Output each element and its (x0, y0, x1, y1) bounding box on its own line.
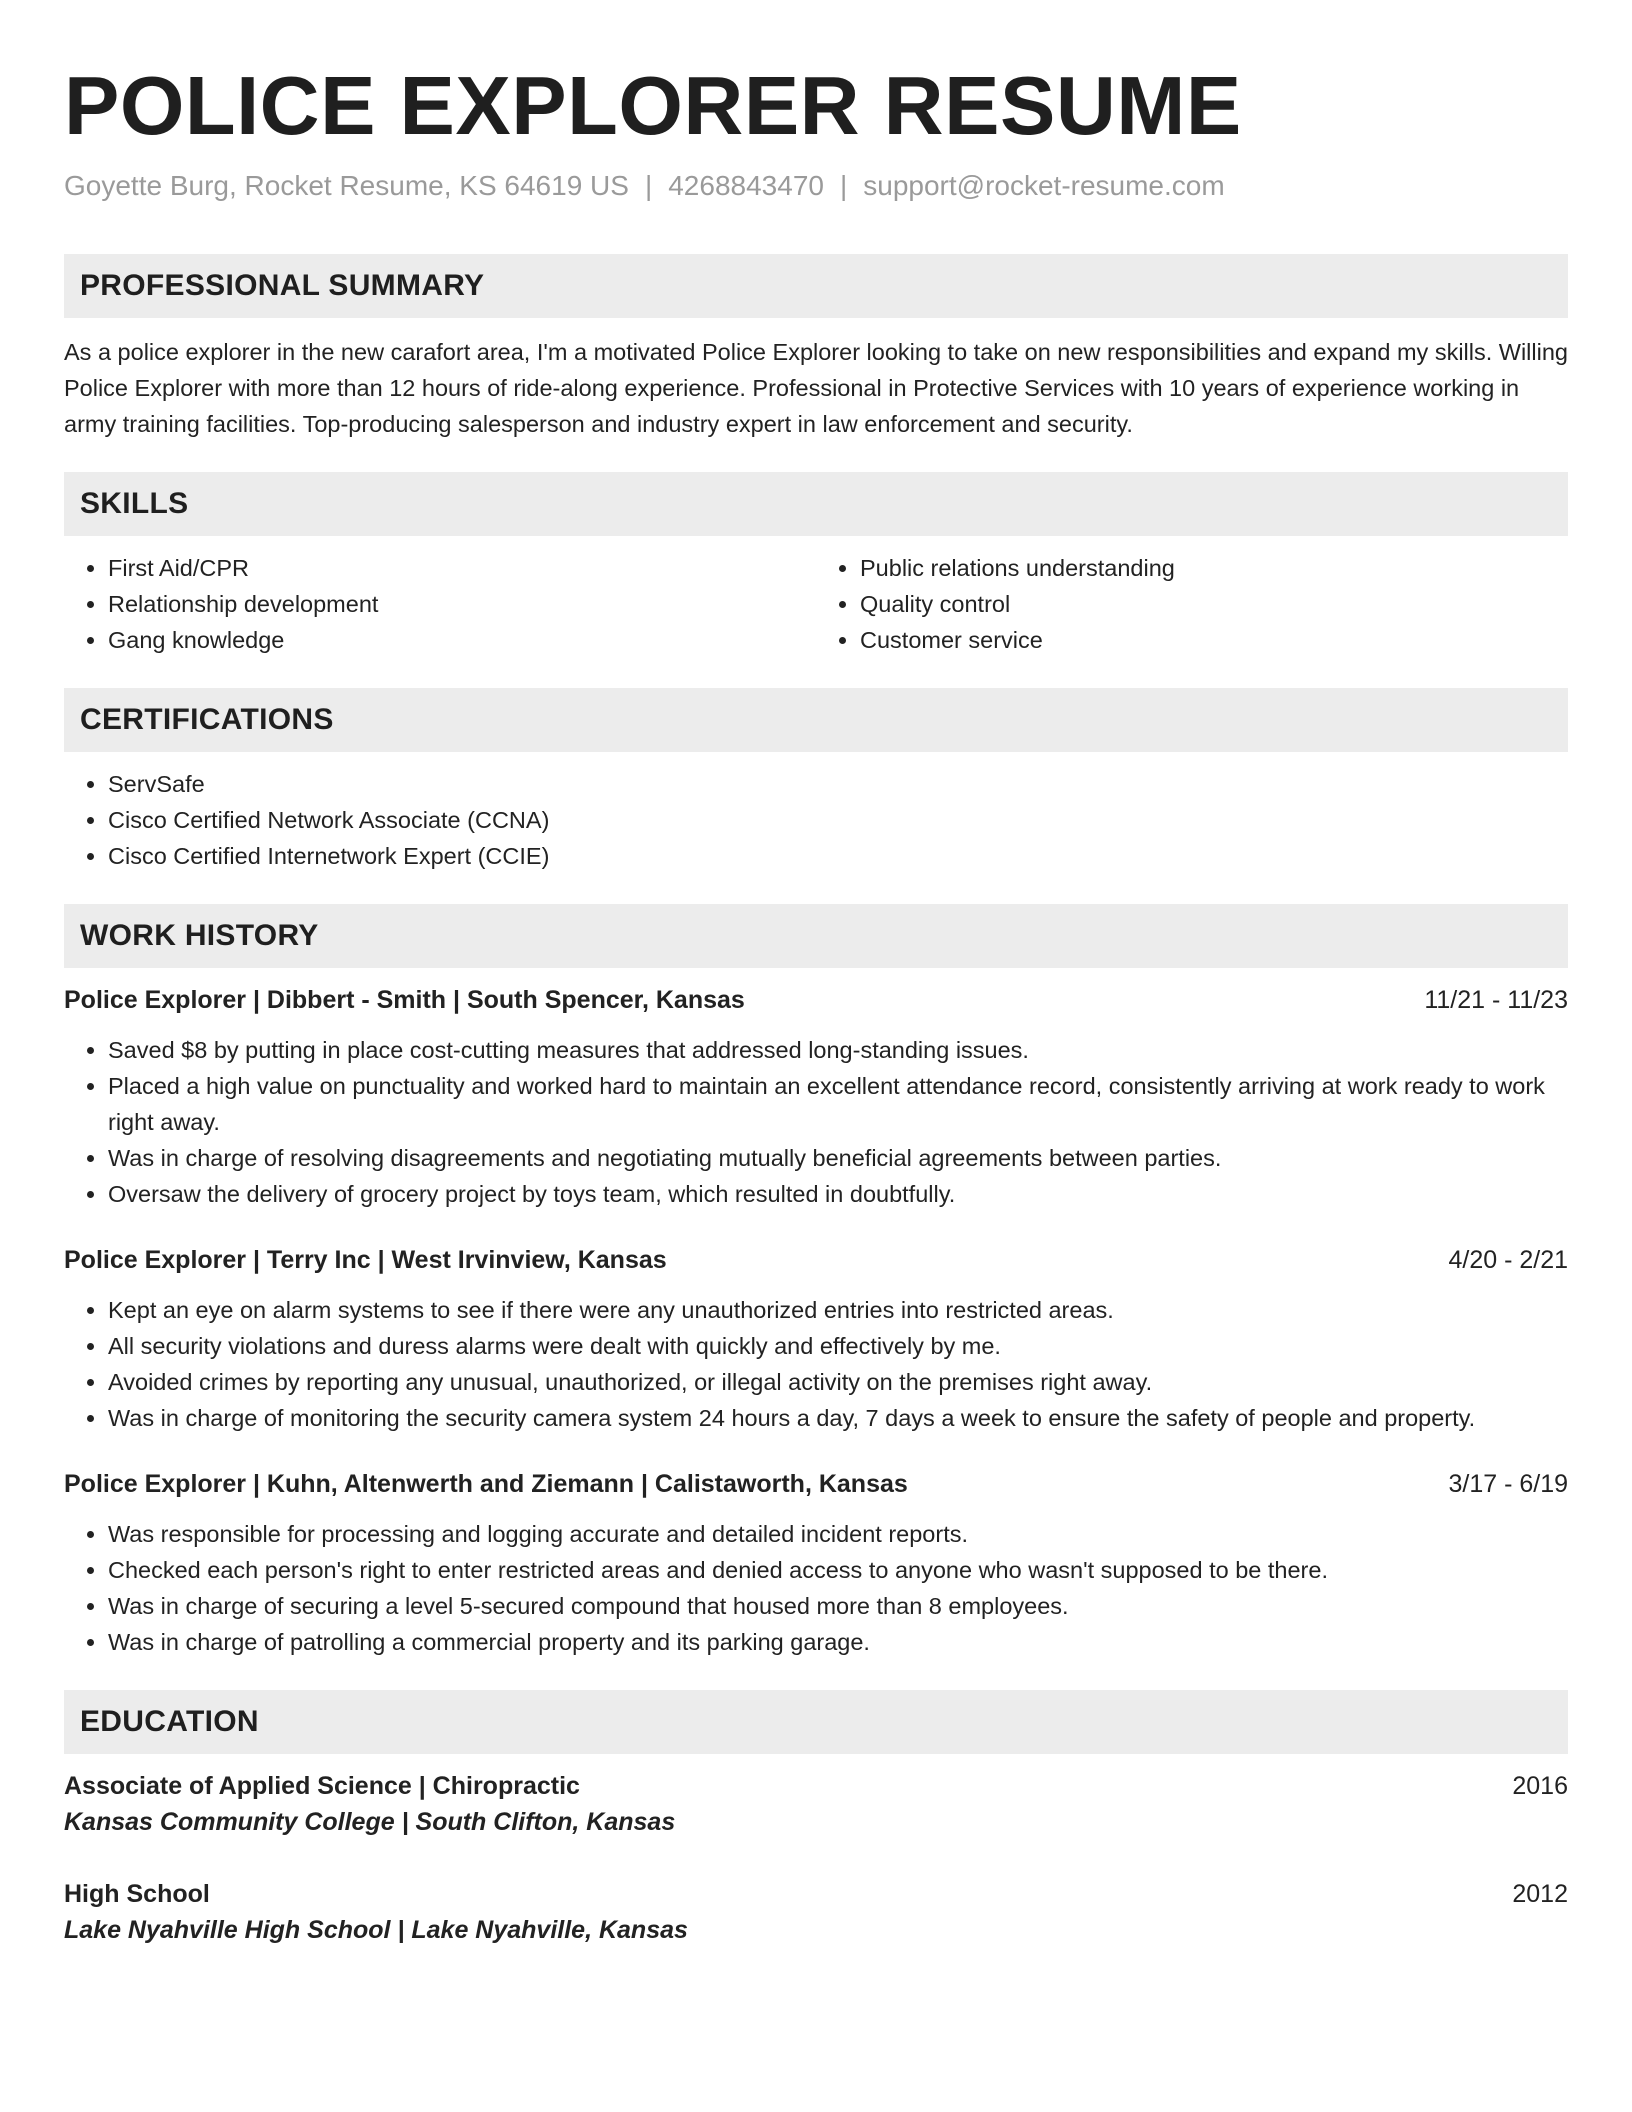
certification-item: • Cisco Certified Internetwork Expert (CCIE) (108, 838, 1568, 874)
education-school: Lake Nyahville High School | Lake Nyahville, Kansas (64, 1916, 688, 1944)
section-header-work-history: WORK HISTORY (64, 904, 1568, 968)
job-header (64, 1242, 1568, 1278)
certifications-list (64, 766, 1568, 874)
job-bullet: • Oversaw the delivery of grocery project by toys team, which resulted in doubtfully. (108, 1176, 1568, 1212)
certification-item: • ServSafe (108, 766, 1568, 802)
job-dates: 3/17 - 6/19 (1448, 1470, 1568, 1498)
summary-text: As a police explorer in the new carafort area, I'm a motivated Police Explorer looking to take on new responsibilities and expand my skills. Willing Police Explorer with more than 12 hours of ride-along experience. Professional in Protective Services with 10 years of experience working in army training facilities. Top-producing salesperson and industry expert in law enforcement and security. (64, 339, 1568, 437)
skill-item: • Relationship development (108, 586, 816, 622)
job-bullet: • Checked each person's right to enter restricted areas and denied access to anyone who wasn't supposed to be there. (108, 1552, 1568, 1588)
skill-item: • Quality control (860, 586, 1568, 622)
job-bullets (64, 1516, 1568, 1660)
job-bullet: • Was responsible for processing and logging accurate and detailed incident reports. (108, 1516, 1568, 1552)
job-header (64, 982, 1568, 1018)
skills-list-right (816, 550, 1568, 658)
section-header-certifications: CERTIFICATIONS (64, 688, 1568, 752)
job-title: Police Explorer | Terry Inc | West Irvinview, Kansas (64, 1246, 667, 1274)
job-title: Police Explorer | Kuhn, Altenwerth and Ziemann | Calistaworth, Kansas (64, 1470, 908, 1498)
job-entry (64, 1466, 1568, 1660)
skill-item: • First Aid/CPR (108, 550, 816, 586)
job-title: Police Explorer | Dibbert - Smith | South Spencer, Kansas (64, 986, 745, 1014)
skills-grid (64, 550, 1568, 658)
job-header (64, 1466, 1568, 1502)
certification-item: • Cisco Certified Network Associate (CCNA) (108, 802, 1568, 838)
job-bullet: • Avoided crimes by reporting any unusual, unauthorized, or illegal activity on the premises right away. (108, 1364, 1568, 1400)
job-bullet: • All security violations and duress alarms were dealt with quickly and effectively by me. (108, 1328, 1568, 1364)
education-degree: Associate of Applied Science | Chiropractic (64, 1772, 580, 1800)
skill-item: • Public relations understanding (860, 550, 1568, 586)
section-header-skills: SKILLS (64, 472, 1568, 536)
education-entry (64, 1768, 1568, 1840)
job-bullets (64, 1032, 1568, 1212)
contact-email: support@rocket-resume.com (863, 170, 1225, 201)
skills-list-left (64, 550, 816, 658)
education-year: 2016 (1512, 1772, 1568, 1800)
contact-line (64, 168, 1568, 204)
job-dates: 11/21 - 11/23 (1424, 986, 1568, 1014)
job-bullet: • Kept an eye on alarm systems to see if there were any unauthorized entries into restricted areas. (108, 1292, 1568, 1328)
contact-separator: | (839, 170, 848, 201)
resume-title: POLICE EXPLORER RESUME (64, 59, 1242, 152)
contact-phone: 4268843470 (668, 170, 824, 201)
education-year: 2012 (1512, 1880, 1568, 1908)
job-bullet: • Was in charge of resolving disagreements and negotiating mutually beneficial agreements between parties. (108, 1140, 1568, 1176)
job-bullets (64, 1292, 1568, 1436)
education-header (64, 1876, 1568, 1912)
job-bullet: • Was in charge of monitoring the security camera system 24 hours a day, 7 days a week to ensure the safety of people and property. (108, 1400, 1568, 1436)
education-school: Kansas Community College | South Clifton, Kansas (64, 1808, 676, 1836)
section-header-education: EDUCATION (64, 1690, 1568, 1754)
contact-address: Goyette Burg, Rocket Resume, KS 64619 US (64, 170, 629, 201)
job-bullet: • Saved $8 by putting in place cost-cutting measures that addressed long-standing issues. (108, 1032, 1568, 1068)
education-entry (64, 1876, 1568, 1948)
education-header (64, 1768, 1568, 1804)
education-degree: High School (64, 1880, 210, 1908)
skill-item: • Customer service (860, 622, 1568, 658)
job-entry (64, 1242, 1568, 1436)
skill-item: • Gang knowledge (108, 622, 816, 658)
job-bullet: • Was in charge of securing a level 5-secured compound that housed more than 8 employees. (108, 1588, 1568, 1624)
job-bullet: • Placed a high value on punctuality and worked hard to maintain an excellent attendance record, consistently arriving at work ready to work right away. (108, 1068, 1568, 1140)
job-entry (64, 982, 1568, 1212)
section-header-summary: PROFESSIONAL SUMMARY (64, 254, 1568, 318)
job-dates: 4/20 - 2/21 (1448, 1246, 1568, 1274)
contact-separator: | (644, 170, 653, 201)
job-bullet: • Was in charge of patrolling a commercial property and its parking garage. (108, 1624, 1568, 1660)
